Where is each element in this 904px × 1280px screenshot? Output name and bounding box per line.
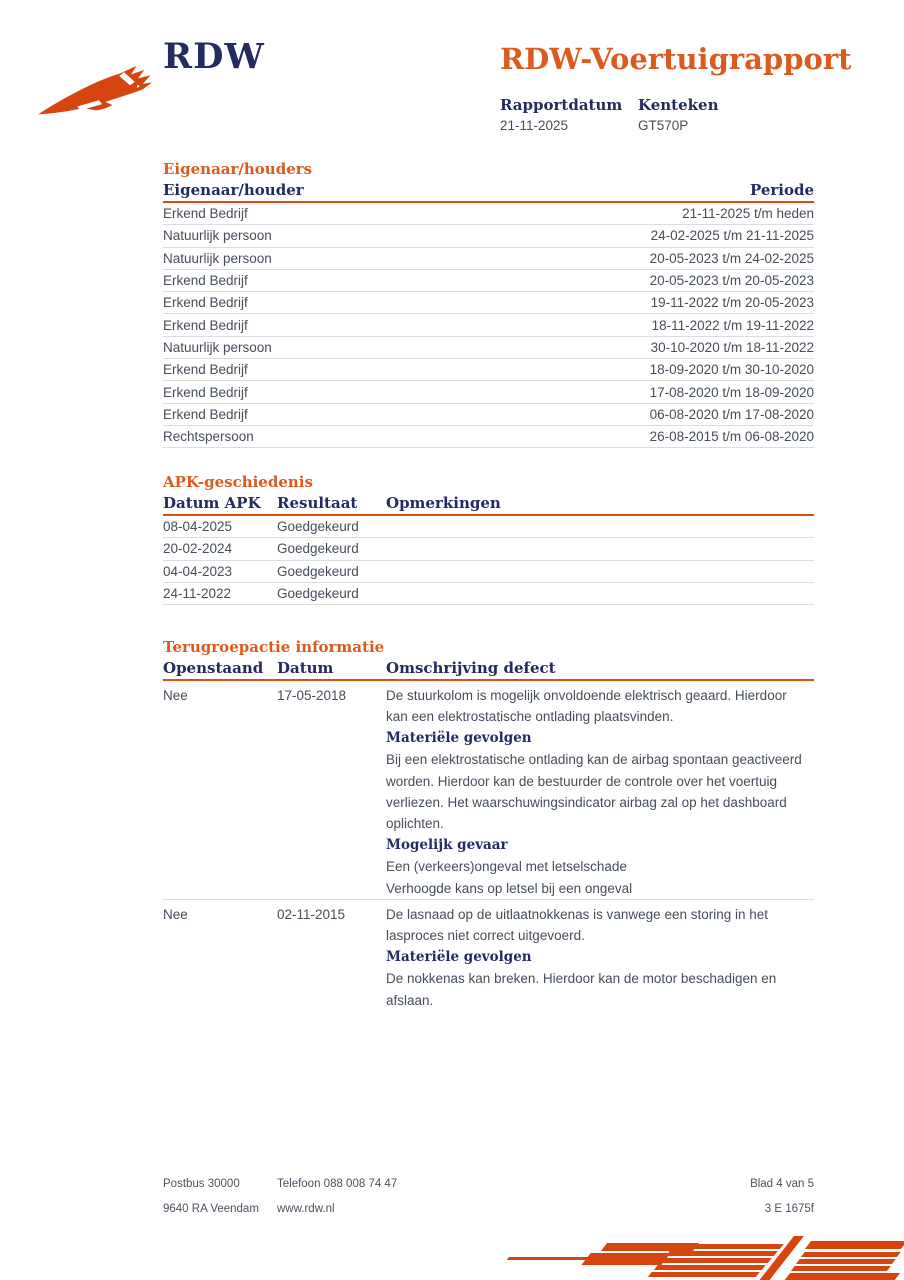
recall-defect-details: [386, 904, 812, 1011]
owner-period: 30-10-2020 t/m 18-11-2022: [650, 339, 814, 355]
page-footer: [163, 1171, 814, 1221]
material-consequences-text: Bij een elektrostatische ontlading kan de airbag spontaan geactiveerd worden. Hierdoor kan de bestuurder de controle over het voertuig verliezen. Het waarschuwingsindicator airbag zal op het dashboard oplichten.: [386, 752, 802, 832]
table-row: [163, 404, 814, 426]
table-row: [163, 248, 814, 270]
footer-page-number: Blad 4 van 5: [750, 1177, 814, 1190]
owner-period: 21-11-2025 t/m heden: [682, 206, 814, 222]
table-row: [163, 359, 814, 381]
recall-col-description: Omschrijving defect: [386, 659, 556, 677]
recall-row: [163, 681, 814, 900]
defect-description: De lasnaad op de uitlaatnokkenas is vanwege een storing in het lasproces niet correct uitgevoerd.: [386, 907, 769, 944]
apk-col-result: Resultaat: [277, 494, 358, 512]
possible-danger-heading: Mogelijk gevaar: [386, 836, 508, 853]
owner-type: Natuurlijk persoon: [163, 250, 272, 266]
owner-period: 20-05-2023 t/m 24-02-2025: [649, 250, 814, 266]
footer-row: [163, 1196, 814, 1221]
footer-postbus: Postbus 30000: [163, 1177, 240, 1190]
owner-period: 19-11-2022 t/m 20-05-2023: [650, 295, 814, 311]
table-row: [163, 516, 814, 538]
owner-type: Erkend Bedrijf: [163, 206, 248, 222]
license-plate-label: Kenteken: [638, 96, 719, 114]
recall-info-section: [163, 636, 814, 1011]
apk-col-date: Datum APK: [163, 494, 261, 512]
recall-section-title: Terugroepactie informatie: [163, 638, 385, 656]
owner-type: Erkend Bedrijf: [163, 273, 248, 289]
page-title: RDW-Voertuigrapport: [500, 42, 852, 76]
table-row: [163, 292, 814, 314]
license-plate-value: GT570P: [638, 118, 689, 133]
owners-col-owner: Eigenaar/houder: [163, 181, 304, 199]
report-date-label: Rapportdatum: [500, 96, 623, 114]
possible-danger-line: Een (verkeers)ongeval met letselschade: [386, 859, 627, 875]
owner-type: Erkend Bedrijf: [163, 317, 248, 333]
apk-section-title: APK-geschiedenis: [163, 473, 313, 491]
owner-type: Natuurlijk persoon: [163, 228, 272, 244]
owner-period: 18-11-2022 t/m 19-11-2022: [651, 317, 814, 333]
material-consequences-heading: Materiële gevolgen: [386, 729, 532, 746]
owners-section: [163, 158, 814, 448]
table-row: [163, 538, 814, 560]
recall-table-header: [163, 658, 814, 681]
recall-col-open: Openstaand: [163, 659, 264, 677]
apk-result: Goedgekeurd: [277, 541, 359, 557]
owners-table-header: [163, 180, 814, 203]
possible-danger-line: Verhoogde kans op letsel bij een ongeval: [386, 880, 633, 896]
footer-phone: Telefoon 088 008 74 47: [277, 1177, 398, 1190]
speed-stripes-graphic-icon: [504, 1236, 904, 1280]
owner-type: Erkend Bedrijf: [163, 406, 248, 422]
report-date-value: 21-11-2025: [500, 118, 569, 133]
table-row: [163, 225, 814, 247]
apk-date: 20-02-2024: [163, 541, 233, 557]
apk-col-remarks: Opmerkingen: [386, 494, 501, 512]
recall-row: [163, 900, 814, 1011]
owner-type: Rechtspersoon: [163, 429, 254, 445]
owners-section-title: Eigenaar/houders: [163, 160, 313, 178]
table-row: [163, 337, 814, 359]
owner-period: 24-02-2025 t/m 21-11-2025: [650, 228, 814, 244]
recall-date-value: 17-05-2018: [277, 688, 347, 703]
footer-city: 9640 RA Veendam: [163, 1202, 259, 1215]
apk-history-section: [163, 471, 814, 605]
apk-date: 08-04-2025: [163, 519, 233, 535]
table-row: [163, 381, 814, 403]
owner-period: 18-09-2020 t/m 30-10-2020: [649, 362, 814, 378]
owner-type: Erkend Bedrijf: [163, 362, 248, 378]
recall-open-value: Nee: [163, 688, 188, 703]
table-row: [163, 583, 814, 605]
owner-period: 17-08-2020 t/m 18-09-2020: [649, 384, 814, 400]
owners-col-period: Periode: [749, 181, 814, 199]
apk-result: Goedgekeurd: [277, 519, 359, 535]
table-row: [163, 314, 814, 336]
defect-description: De stuurkolom is mogelijk onvoldoende elektrisch geaard. Hierdoor kan een elektrostatische ontlading plaatsvinden.: [386, 688, 787, 725]
rdw-wing-logo-icon: [36, 55, 162, 119]
footer-website: www.rdw.nl: [277, 1202, 335, 1215]
rdw-logo-wordmark: RDW: [163, 36, 265, 77]
table-row: [163, 270, 814, 292]
apk-date: 24-11-2022: [163, 586, 232, 602]
owner-period: 06-08-2020 t/m 17-08-2020: [649, 406, 814, 422]
owner-period: 26-08-2015 t/m 06-08-2020: [649, 429, 814, 445]
table-row: [163, 426, 814, 448]
table-row: [163, 561, 814, 583]
apk-result: Goedgekeurd: [277, 563, 359, 579]
owner-period: 20-05-2023 t/m 20-05-2023: [649, 273, 814, 289]
footer-row: [163, 1171, 814, 1196]
footer-doc-code: 3 E 1675f: [764, 1202, 814, 1215]
recall-col-date: Datum: [277, 659, 334, 677]
apk-table-header: [163, 493, 814, 516]
owner-type: Erkend Bedrijf: [163, 295, 248, 311]
recall-date-value: 02-11-2015: [277, 907, 346, 923]
recall-open-value: Nee: [163, 907, 188, 923]
owner-type: Erkend Bedrijf: [163, 384, 248, 400]
recall-defect-details: [386, 685, 812, 899]
material-consequences-text: De nokkenas kan breken. Hierdoor kan de motor beschadigen en afslaan.: [386, 971, 777, 1008]
apk-date: 04-04-2023: [163, 563, 233, 579]
table-row: [163, 203, 814, 225]
owner-type: Natuurlijk persoon: [163, 339, 272, 355]
material-consequences-heading: Materiële gevolgen: [386, 948, 532, 965]
apk-result: Goedgekeurd: [277, 586, 359, 602]
